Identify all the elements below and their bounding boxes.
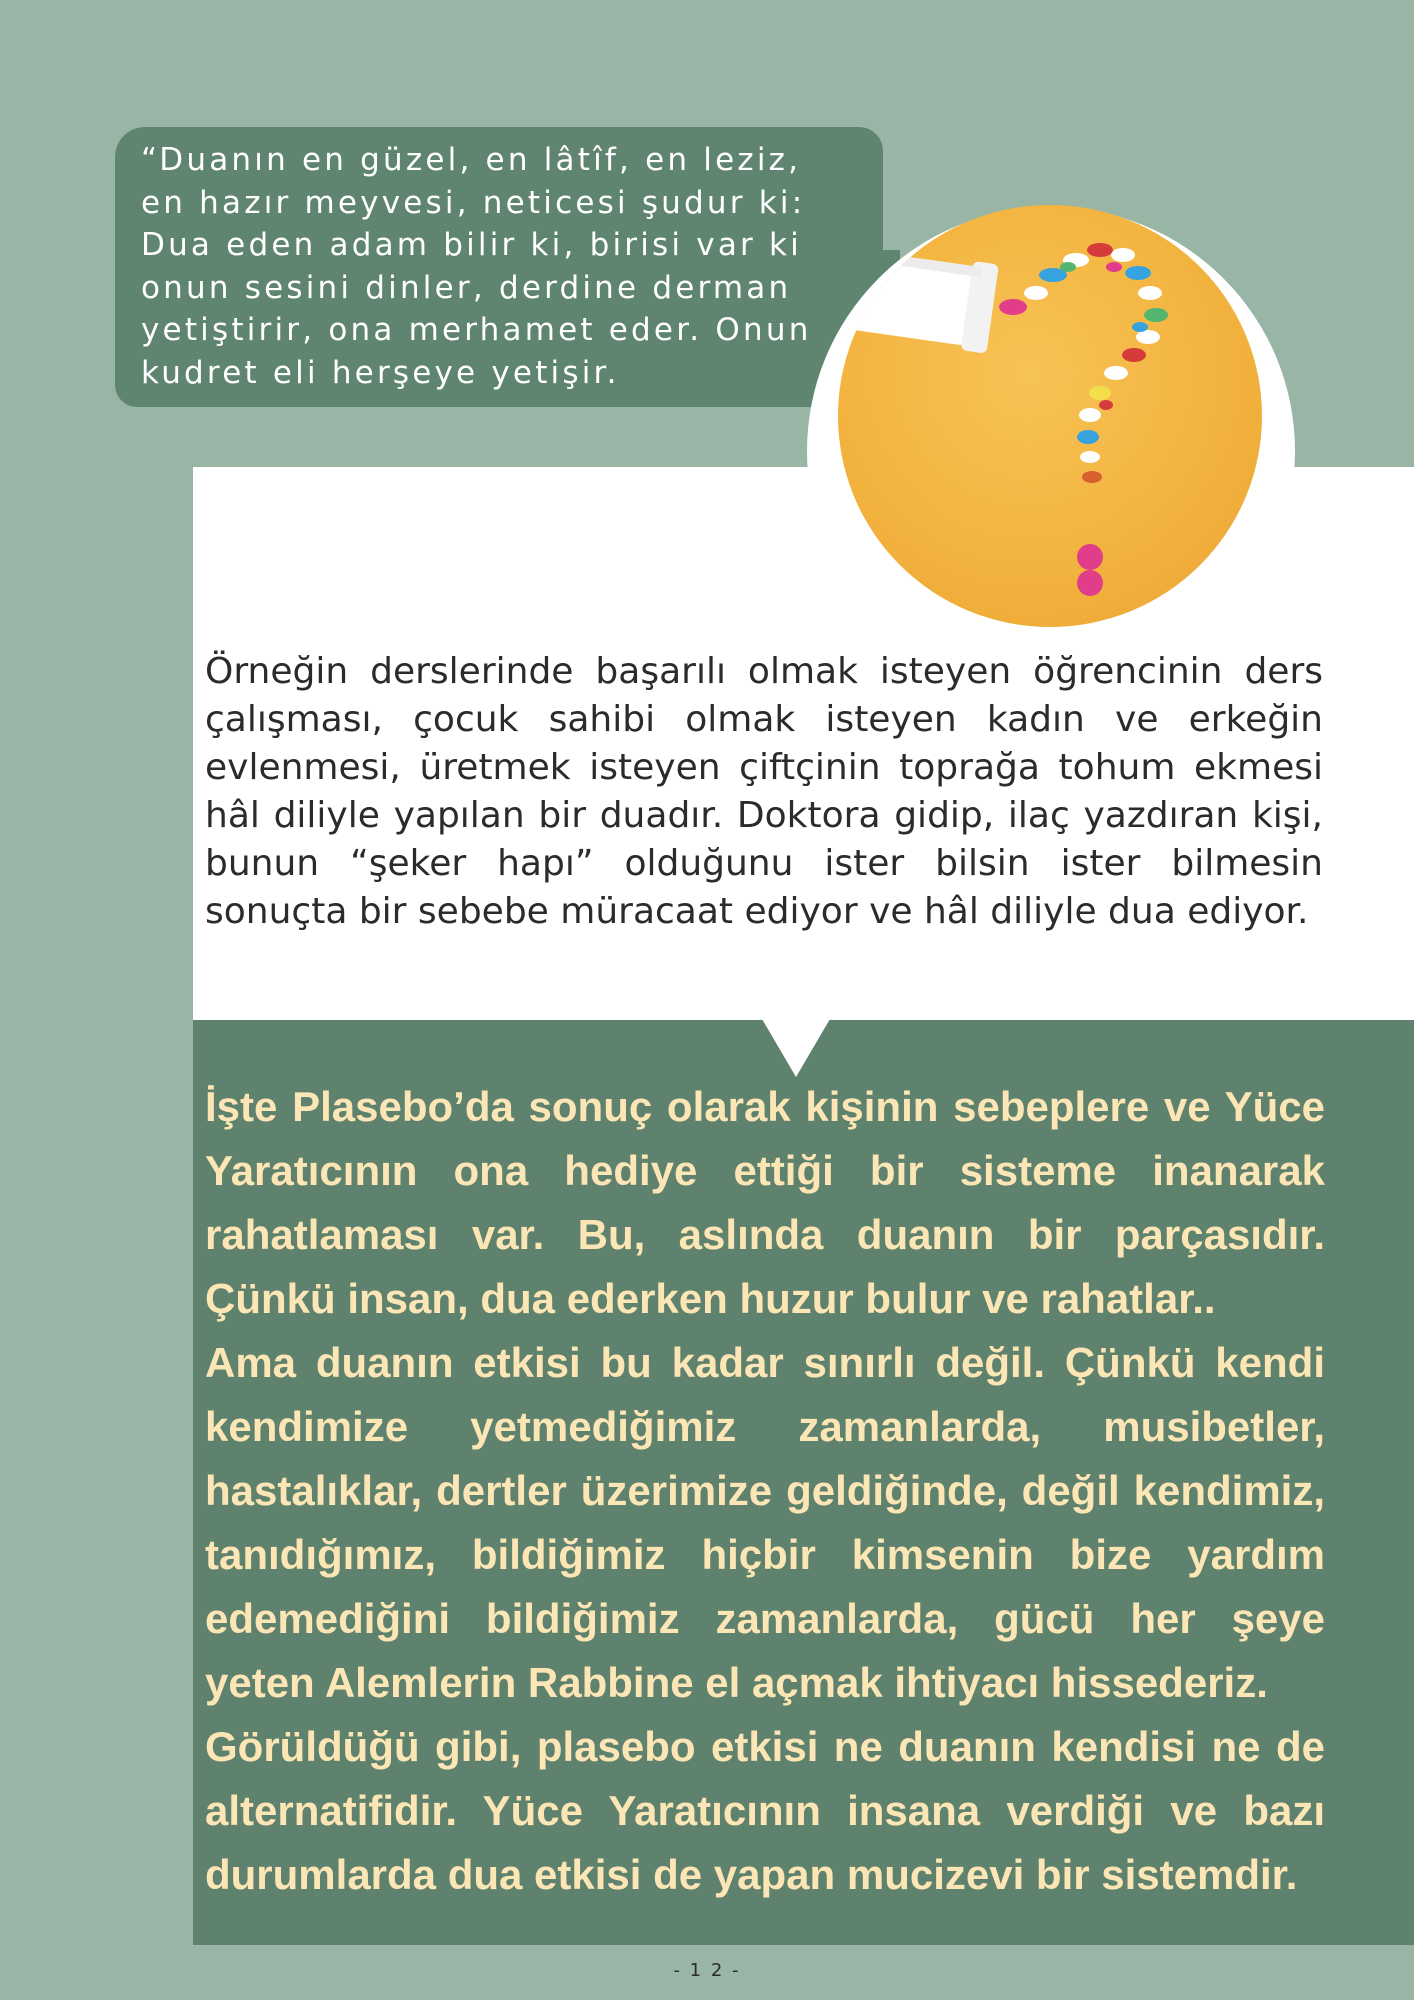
highlight-paragraph-2: Ama duanın etkisi bu kadar sınırlı değil. Çünkü kendi kendimize yetmediğimiz zamanlarda, musibetler, hastalıklar, dertler üzerimize geldiğinde, değil kendimiz, tanıdığımız, bildiğimiz hiçbir kimsenin bize yardım edemediğini bildiğimiz zamanlarda, gücü her şeye yeten Alemlerin Rabbine el açmak ihtiyacı hissederiz. <box>205 1339 1325 1706</box>
highlight-paragraph-3: Görüldüğü gibi, plasebo etkisi ne duanın kendisi ne de alternatifidir. Yüce Yaratıcının insana verdiği ve bazı durumlarda dua etkisi de yapan mucizevi bir sistemdir. <box>205 1723 1325 1898</box>
highlight-text <box>205 1075 1325 1907</box>
quote-text: “Duanın en güzel, en lâtîf, en leziz, en hazır meyvesi, neticesi şudur ki: Dua eden adam bilir ki, birisi var ki onun sesini dinler, derdine derman yetiştirir, ona merhamet eder. Onun kudret eli herşeye yetişir. <box>141 142 812 391</box>
speech-pointer <box>762 1019 830 1077</box>
pills-illustration <box>838 205 1262 627</box>
quote-bubble <box>115 127 883 407</box>
highlight-paragraph-1: İşte Plasebo’da sonuç olarak kişinin sebeplere ve Yüce Yaratıcının ona hediye ettiği bir sisteme inanarak rahatlaması var. Bu, aslında duanın bir parçasıdır. Çünkü insan, dua ederken huzur bulur ve rahatlar.. <box>205 1083 1325 1322</box>
pills-question-mark-image <box>838 205 1262 627</box>
body-paragraph: Örneğin derslerinde başarılı olmak isteyen öğrencinin ders çalışması, çocuk sahibi olmak isteyen kadın ve erkeğin evlenmesi, üretmek isteyen çiftçinin toprağa tohum ekmesi hâl diliyle yapılan bir duadır. Doktora gidip, ilaç yazdıran kişi, bunun “şeker hapı” olduğunu ister bilsin ister bilmesin sonuçta bir sebebe müracaat ediyor ve hâl diliyle dua ediyor. <box>205 651 1323 932</box>
page-number: - 1 2 - <box>673 1960 741 1981</box>
